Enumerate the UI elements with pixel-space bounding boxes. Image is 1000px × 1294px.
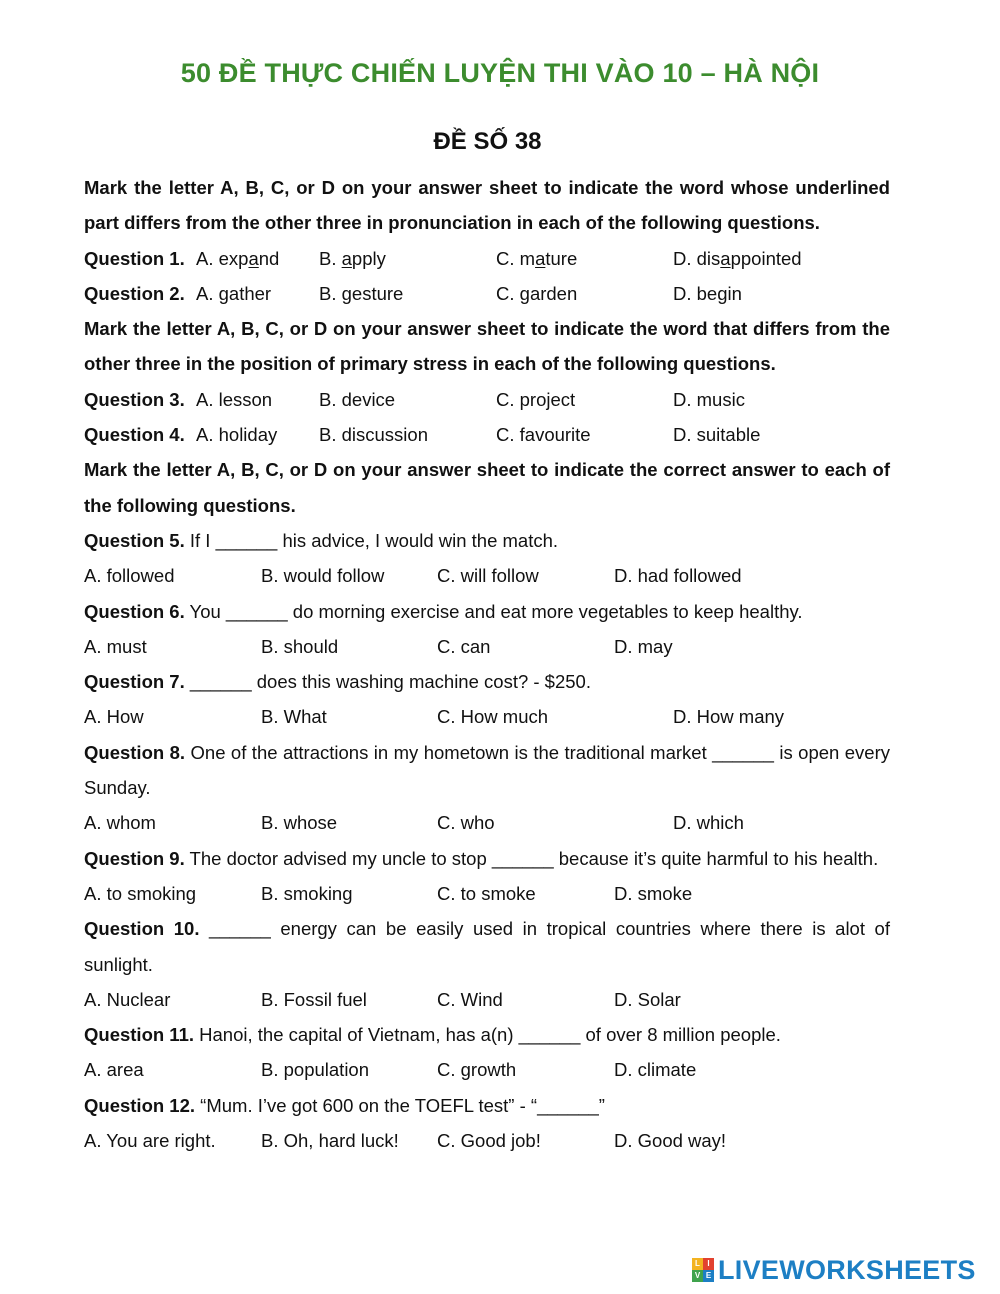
question-9 bbox=[84, 841, 890, 876]
exam-number: ĐỀ SỐ 38 bbox=[433, 128, 542, 155]
instruction-pronunciation: Mark the letter A, B, C, or D on your answer sheet to indicate the word whose underlined part differs from the other three in pronunciation in each of the following questions. bbox=[84, 177, 890, 234]
question-label: Question 10. bbox=[84, 918, 200, 940]
logo-tile-v: V bbox=[692, 1270, 703, 1282]
question-6-options bbox=[84, 629, 890, 664]
option-d: D. suitable bbox=[673, 424, 761, 446]
liveworksheets-watermark[interactable] bbox=[692, 1255, 976, 1285]
option-b: B. population bbox=[261, 1059, 370, 1081]
option-c: C. will follow bbox=[437, 565, 539, 587]
question-text: ______ energy can be easily used in tropical countries where there is alot of sunlight. bbox=[84, 918, 890, 975]
question-text: ______ does this washing machine cost? - $250. bbox=[184, 671, 591, 693]
option-c: C. project bbox=[496, 388, 576, 410]
logo-tile-i: I bbox=[703, 1258, 714, 1270]
option-c: C. How much bbox=[437, 706, 549, 728]
option-b: B. apply bbox=[319, 247, 386, 269]
option-c: C. Wind bbox=[437, 988, 503, 1010]
option-a: A. How bbox=[84, 706, 144, 728]
liveworksheets-logo-text: LIVEWORKSHEETS bbox=[718, 1254, 976, 1285]
question-label: Question 2. bbox=[84, 282, 185, 304]
question-11-options bbox=[84, 1052, 890, 1087]
question-1 bbox=[84, 241, 890, 276]
option-c: C. favourite bbox=[496, 424, 591, 446]
question-7-options bbox=[84, 699, 890, 734]
instruction-stress: Mark the letter A, B, C, or D on your answer sheet to indicate the word that differs from the other three in the position of primary stress in each of the following questions. bbox=[84, 318, 890, 375]
option-c: C. mature bbox=[496, 247, 578, 269]
instruction-correct-answer: Mark the letter A, B, C, or D on your answer sheet to indicate the correct answer to each of the following questions. bbox=[84, 459, 890, 516]
question-label: Question 6. bbox=[84, 600, 185, 622]
option-a: A. gather bbox=[196, 282, 272, 304]
option-b: B. device bbox=[319, 388, 396, 410]
option-a: A. to smoking bbox=[84, 882, 197, 904]
exam-content bbox=[84, 170, 890, 1158]
option-b: B. smoking bbox=[261, 882, 353, 904]
option-d: D. which bbox=[673, 812, 744, 834]
liveworksheets-logo-icon bbox=[692, 1258, 714, 1282]
question-9-options bbox=[84, 876, 890, 911]
option-b: B. gesture bbox=[319, 282, 404, 304]
question-text: Hanoi, the capital of Vietnam, has a(n) ______ of over 8 million people. bbox=[194, 1024, 781, 1046]
option-a: A. whom bbox=[84, 812, 156, 834]
option-a: A. You are right. bbox=[84, 1130, 216, 1152]
question-5 bbox=[84, 523, 890, 558]
option-d: D. How many bbox=[673, 706, 785, 728]
option-d: D. Good way! bbox=[614, 1130, 727, 1152]
question-label: Question 3. bbox=[84, 388, 185, 410]
option-b: B. What bbox=[261, 706, 327, 728]
option-b: B. discussion bbox=[319, 424, 428, 446]
option-c: C. garden bbox=[496, 282, 578, 304]
question-5-options bbox=[84, 558, 890, 593]
question-text: The doctor advised my uncle to stop ______ because it’s quite harmful to his health. bbox=[184, 847, 879, 869]
option-b: B. whose bbox=[261, 812, 338, 834]
option-a: A. lesson bbox=[196, 388, 273, 410]
question-6 bbox=[84, 594, 890, 629]
option-c: C. to smoke bbox=[437, 882, 536, 904]
question-label: Question 12. bbox=[84, 1094, 196, 1116]
question-2 bbox=[84, 276, 890, 311]
page-title: 50 ĐỀ THỰC CHIẾN LUYỆN THI VÀO 10 – HÀ NỘI bbox=[180, 58, 820, 88]
option-a: A. area bbox=[84, 1059, 144, 1081]
question-label: Question 4. bbox=[84, 424, 185, 446]
option-c: C. can bbox=[437, 635, 491, 657]
question-11 bbox=[84, 1017, 890, 1052]
option-d: D. may bbox=[614, 635, 673, 657]
option-a: A. holiday bbox=[196, 424, 278, 446]
question-label: Question 8. bbox=[84, 741, 186, 763]
option-d: D. climate bbox=[614, 1059, 697, 1081]
option-c: C. who bbox=[437, 812, 495, 834]
option-d: D. smoke bbox=[614, 882, 693, 904]
question-text: You ______ do morning exercise and eat more vegetables to keep healthy. bbox=[184, 600, 803, 622]
question-12-options bbox=[84, 1123, 890, 1158]
option-b: B. Fossil fuel bbox=[261, 988, 367, 1010]
question-7 bbox=[84, 664, 890, 699]
question-label: Question 1. bbox=[84, 247, 185, 269]
question-8 bbox=[84, 735, 890, 806]
option-a: A. expand bbox=[196, 247, 280, 269]
question-label: Question 11. bbox=[84, 1024, 195, 1046]
question-text: If I ______ his advice, I would win the match. bbox=[184, 529, 559, 551]
question-label: Question 9. bbox=[84, 847, 185, 869]
option-d: D. music bbox=[673, 388, 745, 410]
option-c: C. Good job! bbox=[437, 1130, 541, 1152]
logo-tile-l: L bbox=[692, 1258, 703, 1270]
question-text: “Mum. I’ve got 600 on the TOEFL test” - “______” bbox=[195, 1094, 605, 1116]
option-d: D. begin bbox=[673, 282, 742, 304]
option-d: D. had followed bbox=[614, 565, 742, 587]
question-3 bbox=[84, 382, 890, 417]
question-10-options bbox=[84, 982, 890, 1017]
question-4 bbox=[84, 417, 890, 452]
question-label: Question 7. bbox=[84, 671, 185, 693]
option-c: C. growth bbox=[437, 1059, 517, 1081]
option-a: A. must bbox=[84, 635, 147, 657]
question-label: Question 5. bbox=[84, 529, 185, 551]
option-d: D. Solar bbox=[614, 988, 681, 1010]
option-a: A. followed bbox=[84, 565, 175, 587]
question-12 bbox=[84, 1088, 890, 1123]
question-10 bbox=[84, 911, 890, 982]
question-8-options bbox=[84, 805, 890, 840]
option-b: B. Oh, hard luck! bbox=[261, 1130, 399, 1152]
logo-tile-e: E bbox=[703, 1270, 714, 1282]
option-b: B. should bbox=[261, 635, 339, 657]
question-text: One of the attractions in my hometown is the traditional market ______ is open every Sunday. bbox=[84, 741, 890, 799]
option-a: A. Nuclear bbox=[84, 988, 171, 1010]
option-b: B. would follow bbox=[261, 565, 385, 587]
option-d: D. disappointed bbox=[673, 247, 802, 269]
